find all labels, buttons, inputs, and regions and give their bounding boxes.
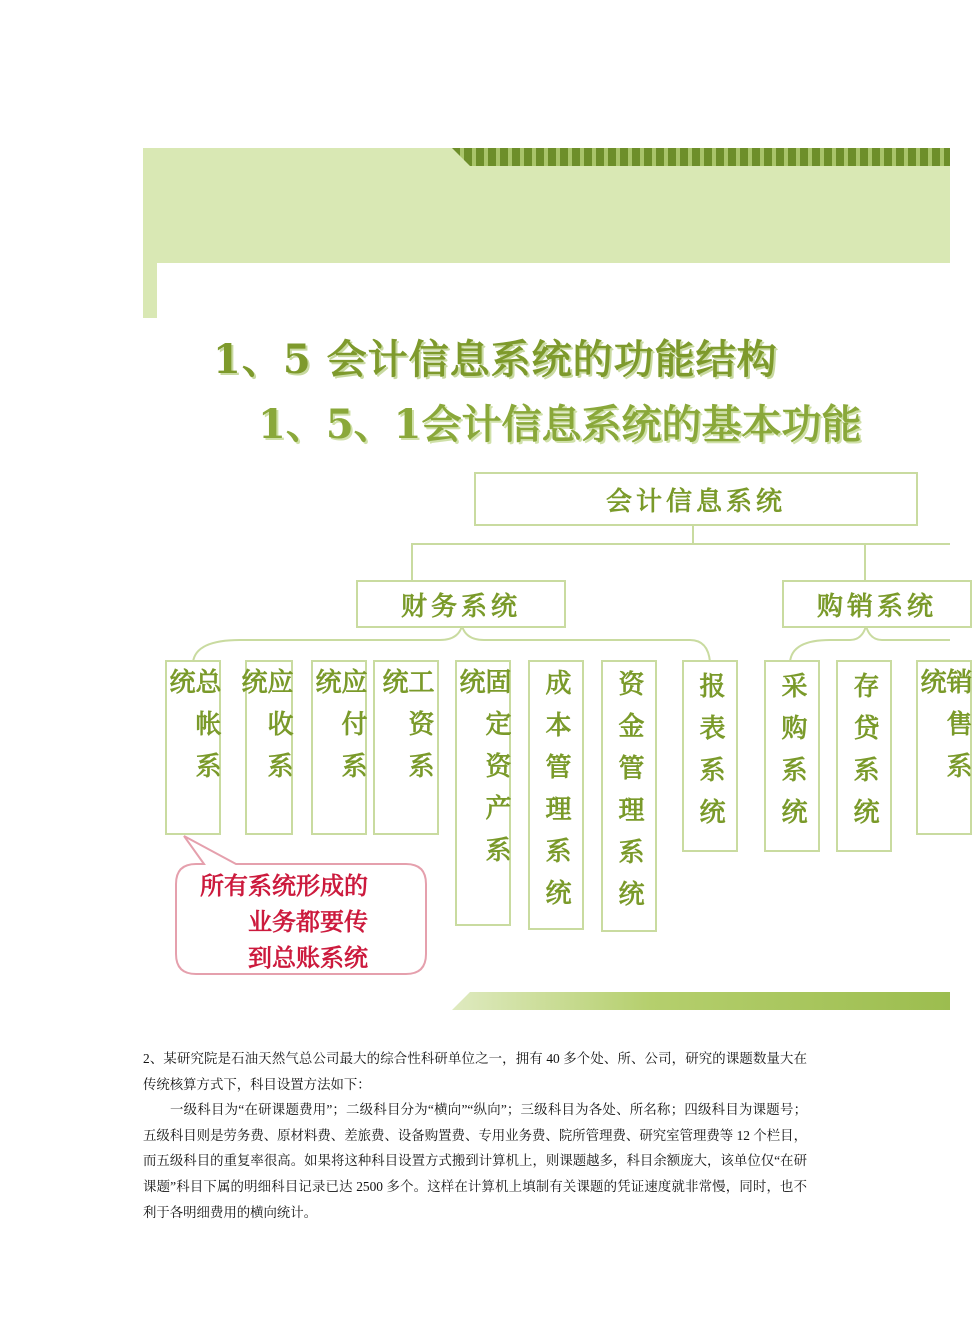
leaf-reports: 报表系统 [682, 660, 738, 852]
branch-sales-box: 购销系统 [782, 580, 972, 628]
slide-bottom-bar [452, 992, 950, 1010]
leaf-payables: 应付系统 [311, 660, 367, 835]
leaf-fund-management: 资金管理系统 [601, 660, 657, 932]
callout-line-3: 到总账系统 [248, 943, 368, 972]
callout-text [200, 868, 420, 976]
leaf-fixed-assets: 固定资产系统 [455, 660, 511, 926]
paragraph-2: 一级科目为“在研课题费用”；二级科目分为“横向”“纵向”；三级科目为各处、所名称；四级科目为课题号；五级科目则是劳务费、原材料费、差旅费、设备购置费、专用业务费、院所管理费、研究室管理费等 12 个栏目，而五级科目的重复率很高。如果将这种科目设置方式搬到计算机上，则课题越多，科目余额庞大，该单位仅“在研课题”科目下属的明细科目记录已达 2500 多个。这样在计算机上填制有关课题的凭证速度就非常慢，同时，也不利于各明细费用的横向统计。 [143, 1102, 807, 1220]
slide-subtitle: 1、5、1会计信息系统的基本功能 [258, 401, 862, 448]
leaf-cost-management: 成本管理系统 [528, 660, 584, 930]
leaf-payroll: 工资系统 [373, 660, 439, 835]
callout-line-1: 所有系统形成的 [200, 871, 368, 900]
leaf-purchasing: 采购系统 [764, 660, 820, 852]
slide-title: 1、5 会计信息系统的功能结构 [213, 336, 778, 383]
body-text [143, 1046, 807, 1225]
leaf-inventory: 存贷系统 [836, 660, 892, 852]
diagram-root-box: 会计信息系统 [474, 472, 918, 526]
leaf-receivables: 应收系统 [245, 660, 293, 835]
callout-line-2: 业务都要传 [248, 907, 368, 936]
leaf-sales: 销售系统 [916, 660, 972, 835]
leaf-general-ledger: 总帐系统 [165, 660, 221, 835]
branch-finance-box: 财务系统 [356, 580, 566, 628]
paragraph-1: 2、某研究院是石油天然气总公司最大的综合性科研单位之一，拥有 40 多个处、所、公司，研究的课题数量大在传统核算方式下，科目设置方法如下： [143, 1051, 807, 1092]
